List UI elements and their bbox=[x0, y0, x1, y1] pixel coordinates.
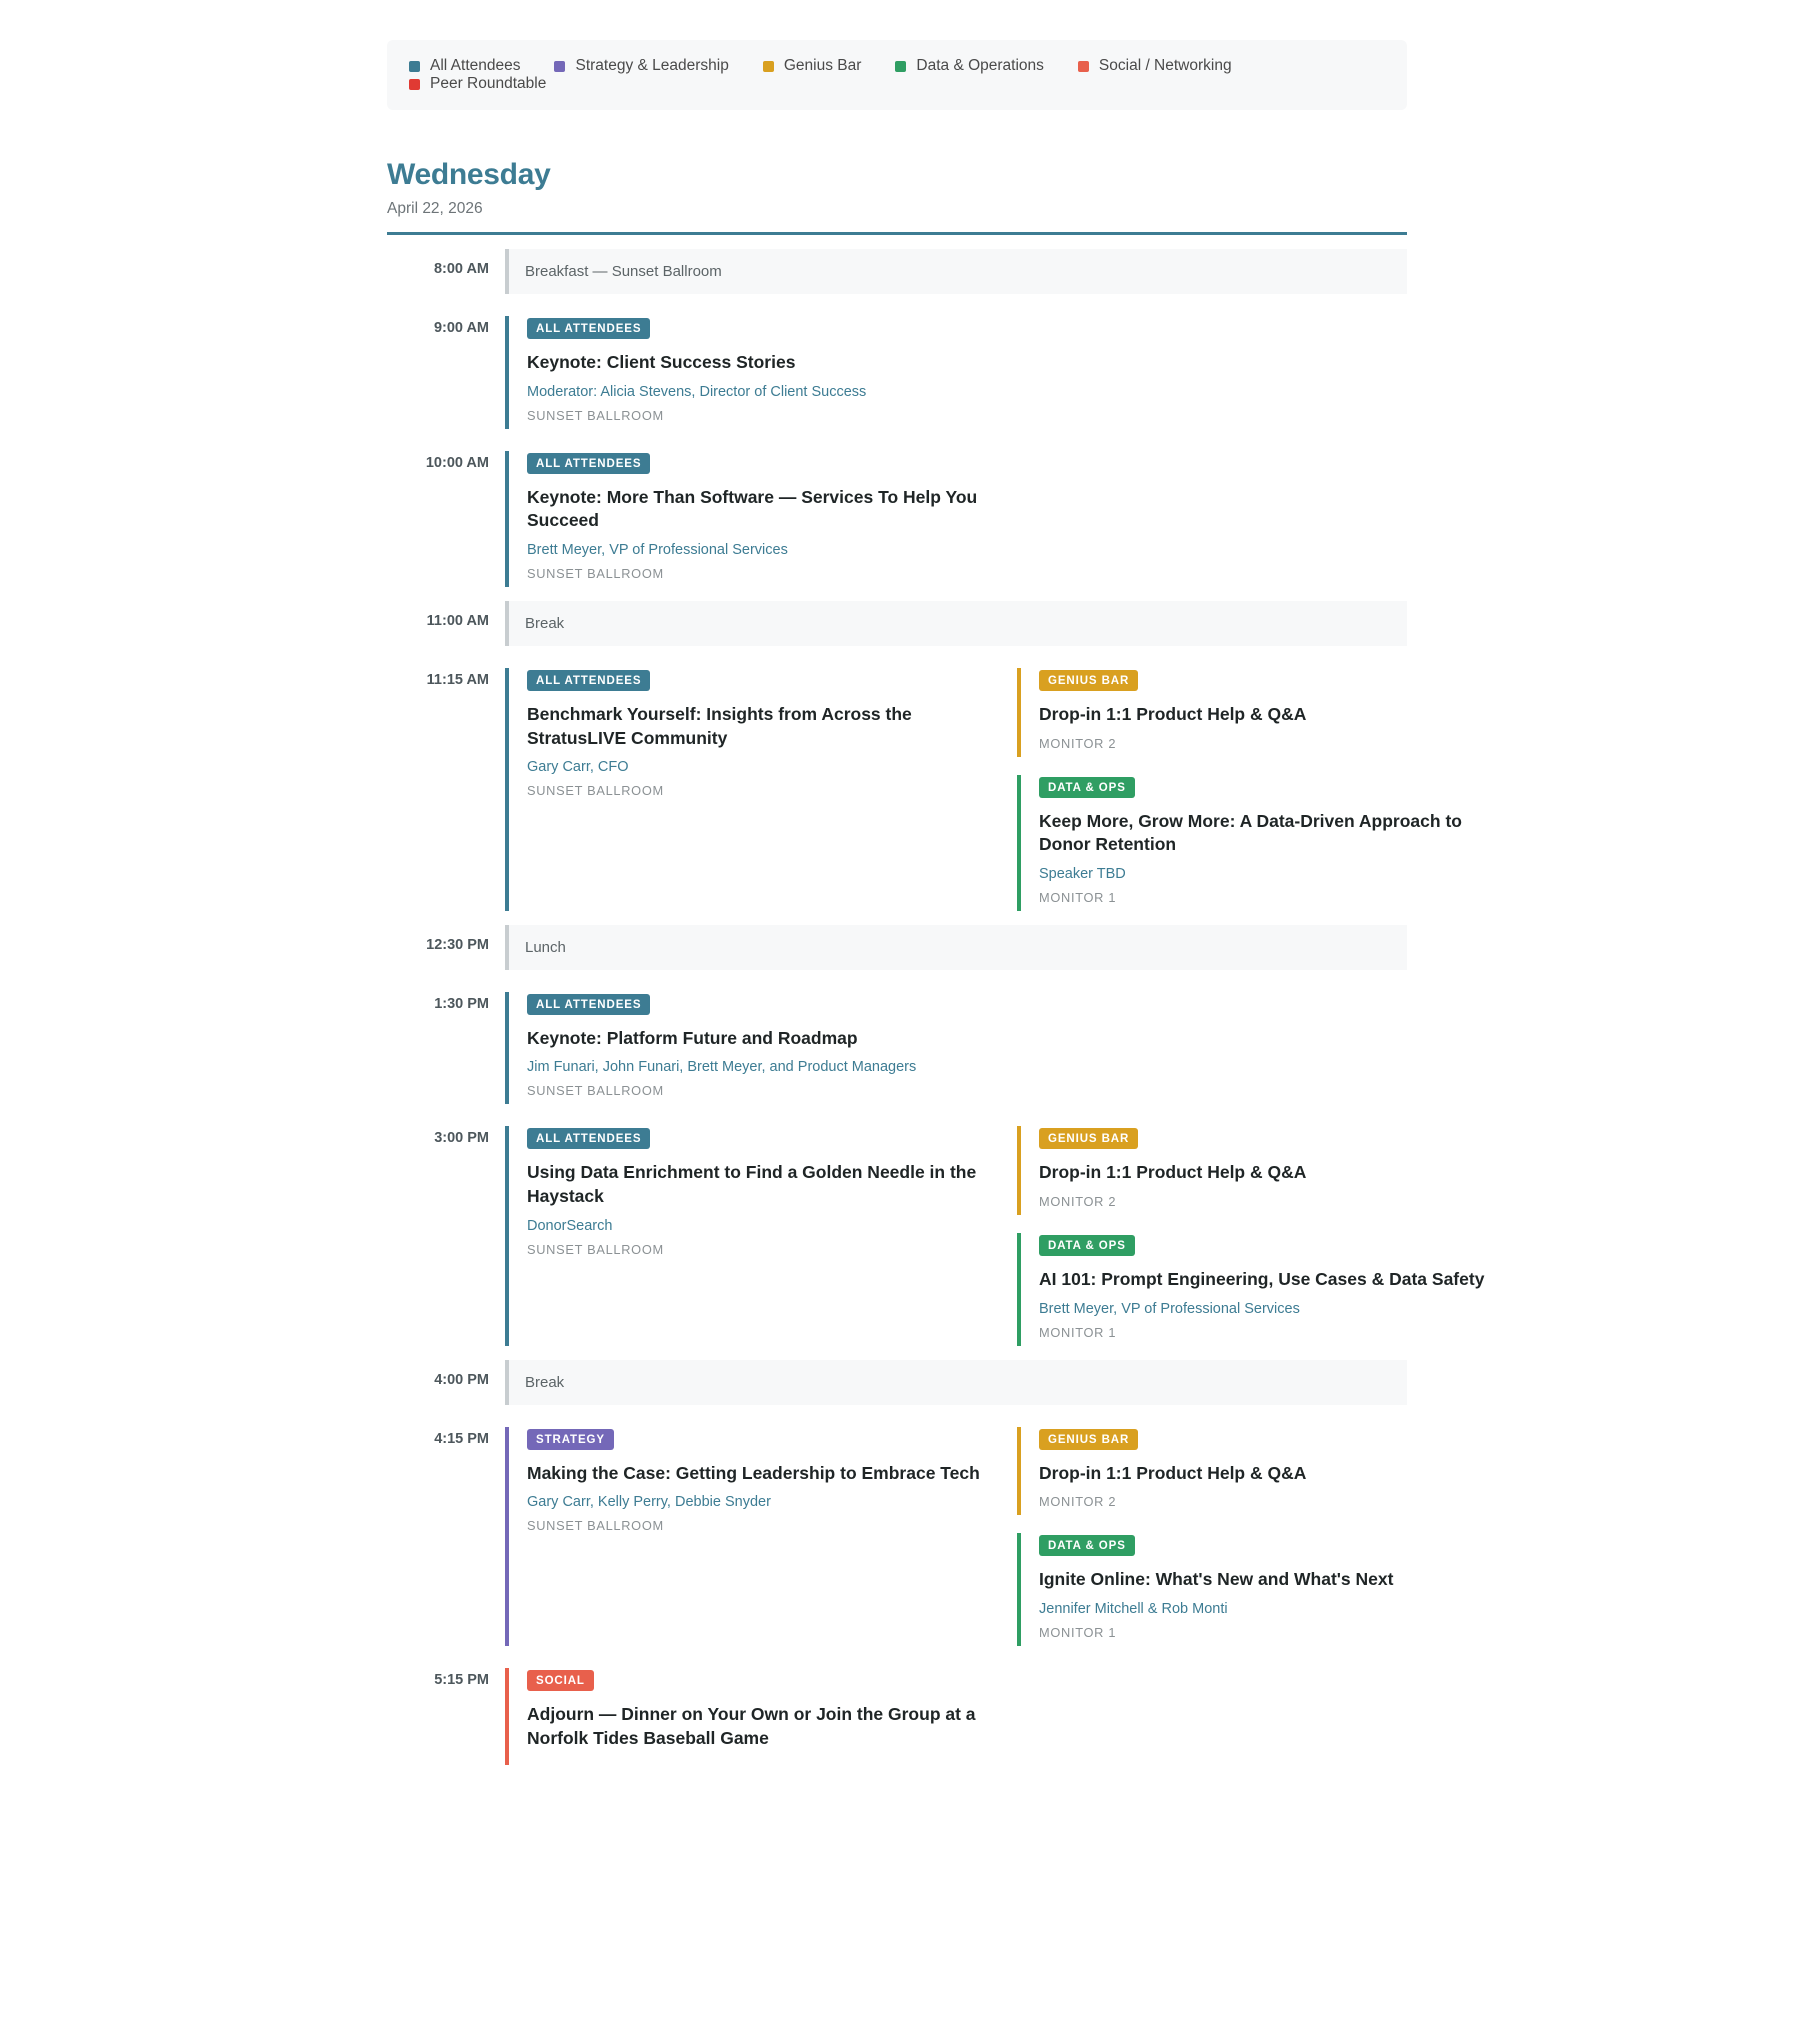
row-sessions bbox=[505, 451, 1407, 587]
session-card[interactable] bbox=[505, 992, 995, 1105]
main-track-column bbox=[505, 1427, 995, 1646]
session-room: MONITOR 1 bbox=[1039, 1624, 1117, 1640]
time-label: 1:30 PM bbox=[434, 995, 489, 1012]
legend-item[interactable] bbox=[409, 57, 520, 75]
session-card[interactable] bbox=[505, 1126, 995, 1345]
session-room: SUNSET BALLROOM bbox=[527, 407, 664, 423]
session-card[interactable] bbox=[505, 1427, 995, 1646]
session-card[interactable] bbox=[1017, 668, 1507, 757]
row-sessions bbox=[505, 1427, 1507, 1646]
session-category-badge: GENIUS BAR bbox=[1039, 1429, 1138, 1450]
session-row bbox=[387, 1427, 1407, 1646]
session-room: SUNSET BALLROOM bbox=[527, 1518, 664, 1534]
session-category-badge: SOCIAL bbox=[527, 1670, 594, 1691]
break-label: Breakfast — Sunset Ballroom bbox=[505, 249, 1407, 294]
session-row bbox=[387, 1126, 1485, 1345]
row-sessions bbox=[505, 1126, 1507, 1345]
session-row bbox=[387, 992, 1407, 1105]
break-row bbox=[387, 925, 1407, 970]
legend-color-swatch bbox=[409, 79, 420, 90]
session-category-badge: GENIUS BAR bbox=[1039, 1128, 1138, 1149]
main-track-column bbox=[505, 1126, 995, 1345]
day-header bbox=[387, 158, 1407, 235]
session-title: Benchmark Yourself: Insights from Across the StratusLIVE Community bbox=[527, 703, 912, 748]
session-speaker: Gary Carr, CFO bbox=[527, 759, 629, 776]
schedule-list bbox=[387, 249, 1485, 1825]
time-label: 10:00 AM bbox=[425, 454, 489, 471]
session-card[interactable] bbox=[1017, 1533, 1507, 1646]
session-row bbox=[387, 668, 1462, 911]
session-title: Drop-in 1:1 Product Help & Q&A bbox=[1039, 1162, 1307, 1183]
session-room: MONITOR 1 bbox=[1039, 889, 1117, 905]
session-category-badge: DATA & OPS bbox=[1039, 1535, 1135, 1556]
legend-label: Genius Bar bbox=[783, 57, 862, 74]
session-room: MONITOR 2 bbox=[1039, 735, 1117, 751]
session-card[interactable] bbox=[505, 316, 995, 429]
category-legend bbox=[387, 40, 1407, 110]
session-title: Keynote: Platform Future and Roadmap bbox=[527, 1027, 858, 1048]
session-card[interactable] bbox=[505, 451, 995, 587]
time-label: 5:15 PM bbox=[434, 1671, 489, 1688]
legend-item[interactable] bbox=[895, 57, 1044, 75]
time-label: 8:00 AM bbox=[433, 261, 489, 277]
legend-color-swatch bbox=[763, 61, 774, 72]
session-room: MONITOR 2 bbox=[1039, 1494, 1117, 1510]
session-title: Ignite Online: What's New and What's Next bbox=[1039, 1569, 1394, 1590]
legend-label: All Attendees bbox=[430, 57, 521, 74]
time-label: 9:00 AM bbox=[433, 320, 489, 336]
legend-item[interactable] bbox=[763, 57, 862, 75]
day-name: Wednesday bbox=[387, 158, 551, 191]
legend-color-swatch bbox=[1078, 61, 1089, 72]
time-label: 4:00 PM bbox=[434, 1371, 489, 1388]
session-category-badge: GENIUS BAR bbox=[1039, 670, 1138, 691]
legend-item[interactable] bbox=[554, 57, 728, 75]
row-sessions bbox=[505, 316, 1407, 429]
session-speaker: Jim Funari, John Funari, Brett Meyer, and Product Managers bbox=[527, 1059, 917, 1076]
session-room: SUNSET BALLROOM bbox=[527, 565, 664, 581]
legend-label: Strategy & Leadership bbox=[575, 57, 729, 74]
session-category-badge: ALL ATTENDEES bbox=[527, 1128, 650, 1149]
session-speaker: DonorSearch bbox=[527, 1217, 613, 1234]
session-title: Drop-in 1:1 Product Help & Q&A bbox=[1039, 1462, 1307, 1483]
time-label: 11:15 AM bbox=[426, 671, 489, 688]
main-track-column bbox=[505, 316, 995, 429]
row-sessions bbox=[505, 992, 1407, 1105]
session-card[interactable] bbox=[505, 668, 995, 911]
legend-color-swatch bbox=[554, 61, 565, 72]
legend-item[interactable] bbox=[1078, 57, 1232, 75]
break-label: Break bbox=[505, 601, 1407, 646]
session-room: MONITOR 1 bbox=[1039, 1324, 1117, 1340]
session-title: Adjourn — Dinner on Your Own or Join the Group at a Norfolk Tides Baseball Game bbox=[527, 1703, 976, 1748]
main-track-column bbox=[505, 1668, 995, 1765]
main-track-column bbox=[505, 992, 995, 1105]
session-category-badge: ALL ATTENDEES bbox=[527, 994, 650, 1015]
legend-color-swatch bbox=[409, 61, 420, 72]
session-speaker: Brett Meyer, VP of Professional Services bbox=[527, 541, 788, 558]
session-category-badge: ALL ATTENDEES bbox=[527, 453, 650, 474]
time-label: 3:00 PM bbox=[434, 1130, 489, 1147]
break-label: Lunch bbox=[505, 925, 1407, 970]
session-row bbox=[387, 316, 1407, 429]
session-card[interactable] bbox=[505, 1668, 995, 1765]
session-title: AI 101: Prompt Engineering, Use Cases & Data Safety bbox=[1039, 1269, 1485, 1289]
row-sessions bbox=[505, 1668, 1407, 1765]
session-title: Keynote: Client Success Stories bbox=[527, 352, 796, 372]
time-label: 12:30 PM bbox=[426, 936, 489, 953]
session-category-badge: DATA & OPS bbox=[1039, 1235, 1135, 1256]
session-title: Making the Case: Getting Leadership to Embrace Tech bbox=[527, 1462, 980, 1483]
row-sessions bbox=[505, 668, 1507, 911]
session-title: Keynote: More Than Software — Services To Help You Succeed bbox=[527, 486, 978, 531]
breakout-track-column bbox=[1017, 1126, 1507, 1345]
session-speaker: Moderator: Alicia Stevens, Director of Client Success bbox=[527, 383, 867, 400]
break-label: Break bbox=[505, 1360, 1407, 1405]
session-room: MONITOR 2 bbox=[1039, 1194, 1117, 1209]
session-title: Drop-in 1:1 Product Help & Q&A bbox=[1039, 703, 1307, 724]
session-row bbox=[387, 451, 1407, 587]
session-room: SUNSET BALLROOM bbox=[527, 1241, 664, 1257]
schedule-page bbox=[0, 40, 1794, 1825]
time-label: 11:00 AM bbox=[426, 612, 489, 629]
session-room: SUNSET BALLROOM bbox=[527, 783, 664, 799]
session-speaker: Gary Carr, Kelly Perry, Debbie Snyder bbox=[527, 1494, 771, 1511]
session-card[interactable] bbox=[1017, 1233, 1507, 1346]
legend-label: Peer Roundtable bbox=[430, 75, 547, 92]
session-category-badge: DATA & OPS bbox=[1039, 777, 1135, 798]
session-row bbox=[387, 1668, 1407, 1765]
legend-item[interactable] bbox=[409, 75, 546, 93]
legend-label: Social / Networking bbox=[1098, 57, 1232, 74]
day-date: April 22, 2026 bbox=[387, 200, 483, 217]
breakout-track-column bbox=[1017, 1427, 1507, 1646]
time-label: 4:15 PM bbox=[434, 1430, 489, 1447]
session-category-badge: ALL ATTENDEES bbox=[527, 670, 650, 691]
session-card[interactable] bbox=[1017, 775, 1507, 911]
break-row bbox=[387, 1360, 1407, 1405]
session-room: SUNSET BALLROOM bbox=[527, 1083, 664, 1099]
main-track-column bbox=[505, 451, 995, 587]
breakout-track-column bbox=[1017, 668, 1507, 911]
main-track-column bbox=[505, 668, 995, 911]
break-row bbox=[387, 249, 1407, 294]
session-speaker: Brett Meyer, VP of Professional Services bbox=[1039, 1300, 1300, 1317]
session-category-badge: ALL ATTENDEES bbox=[527, 318, 650, 339]
session-title: Using Data Enrichment to Find a Golden Needle in the Haystack bbox=[527, 1162, 977, 1206]
session-speaker: Jennifer Mitchell & Rob Monti bbox=[1039, 1600, 1228, 1617]
legend-color-swatch bbox=[895, 61, 906, 72]
break-row bbox=[387, 601, 1407, 646]
session-card[interactable] bbox=[1017, 1126, 1507, 1215]
session-card[interactable] bbox=[1017, 1427, 1507, 1516]
session-category-badge: STRATEGY bbox=[527, 1429, 614, 1450]
session-title: Keep More, Grow More: A Data-Driven Approach to Donor Retention bbox=[1039, 810, 1462, 855]
session-speaker: Speaker TBD bbox=[1039, 865, 1126, 882]
legend-label: Data & Operations bbox=[916, 57, 1044, 74]
